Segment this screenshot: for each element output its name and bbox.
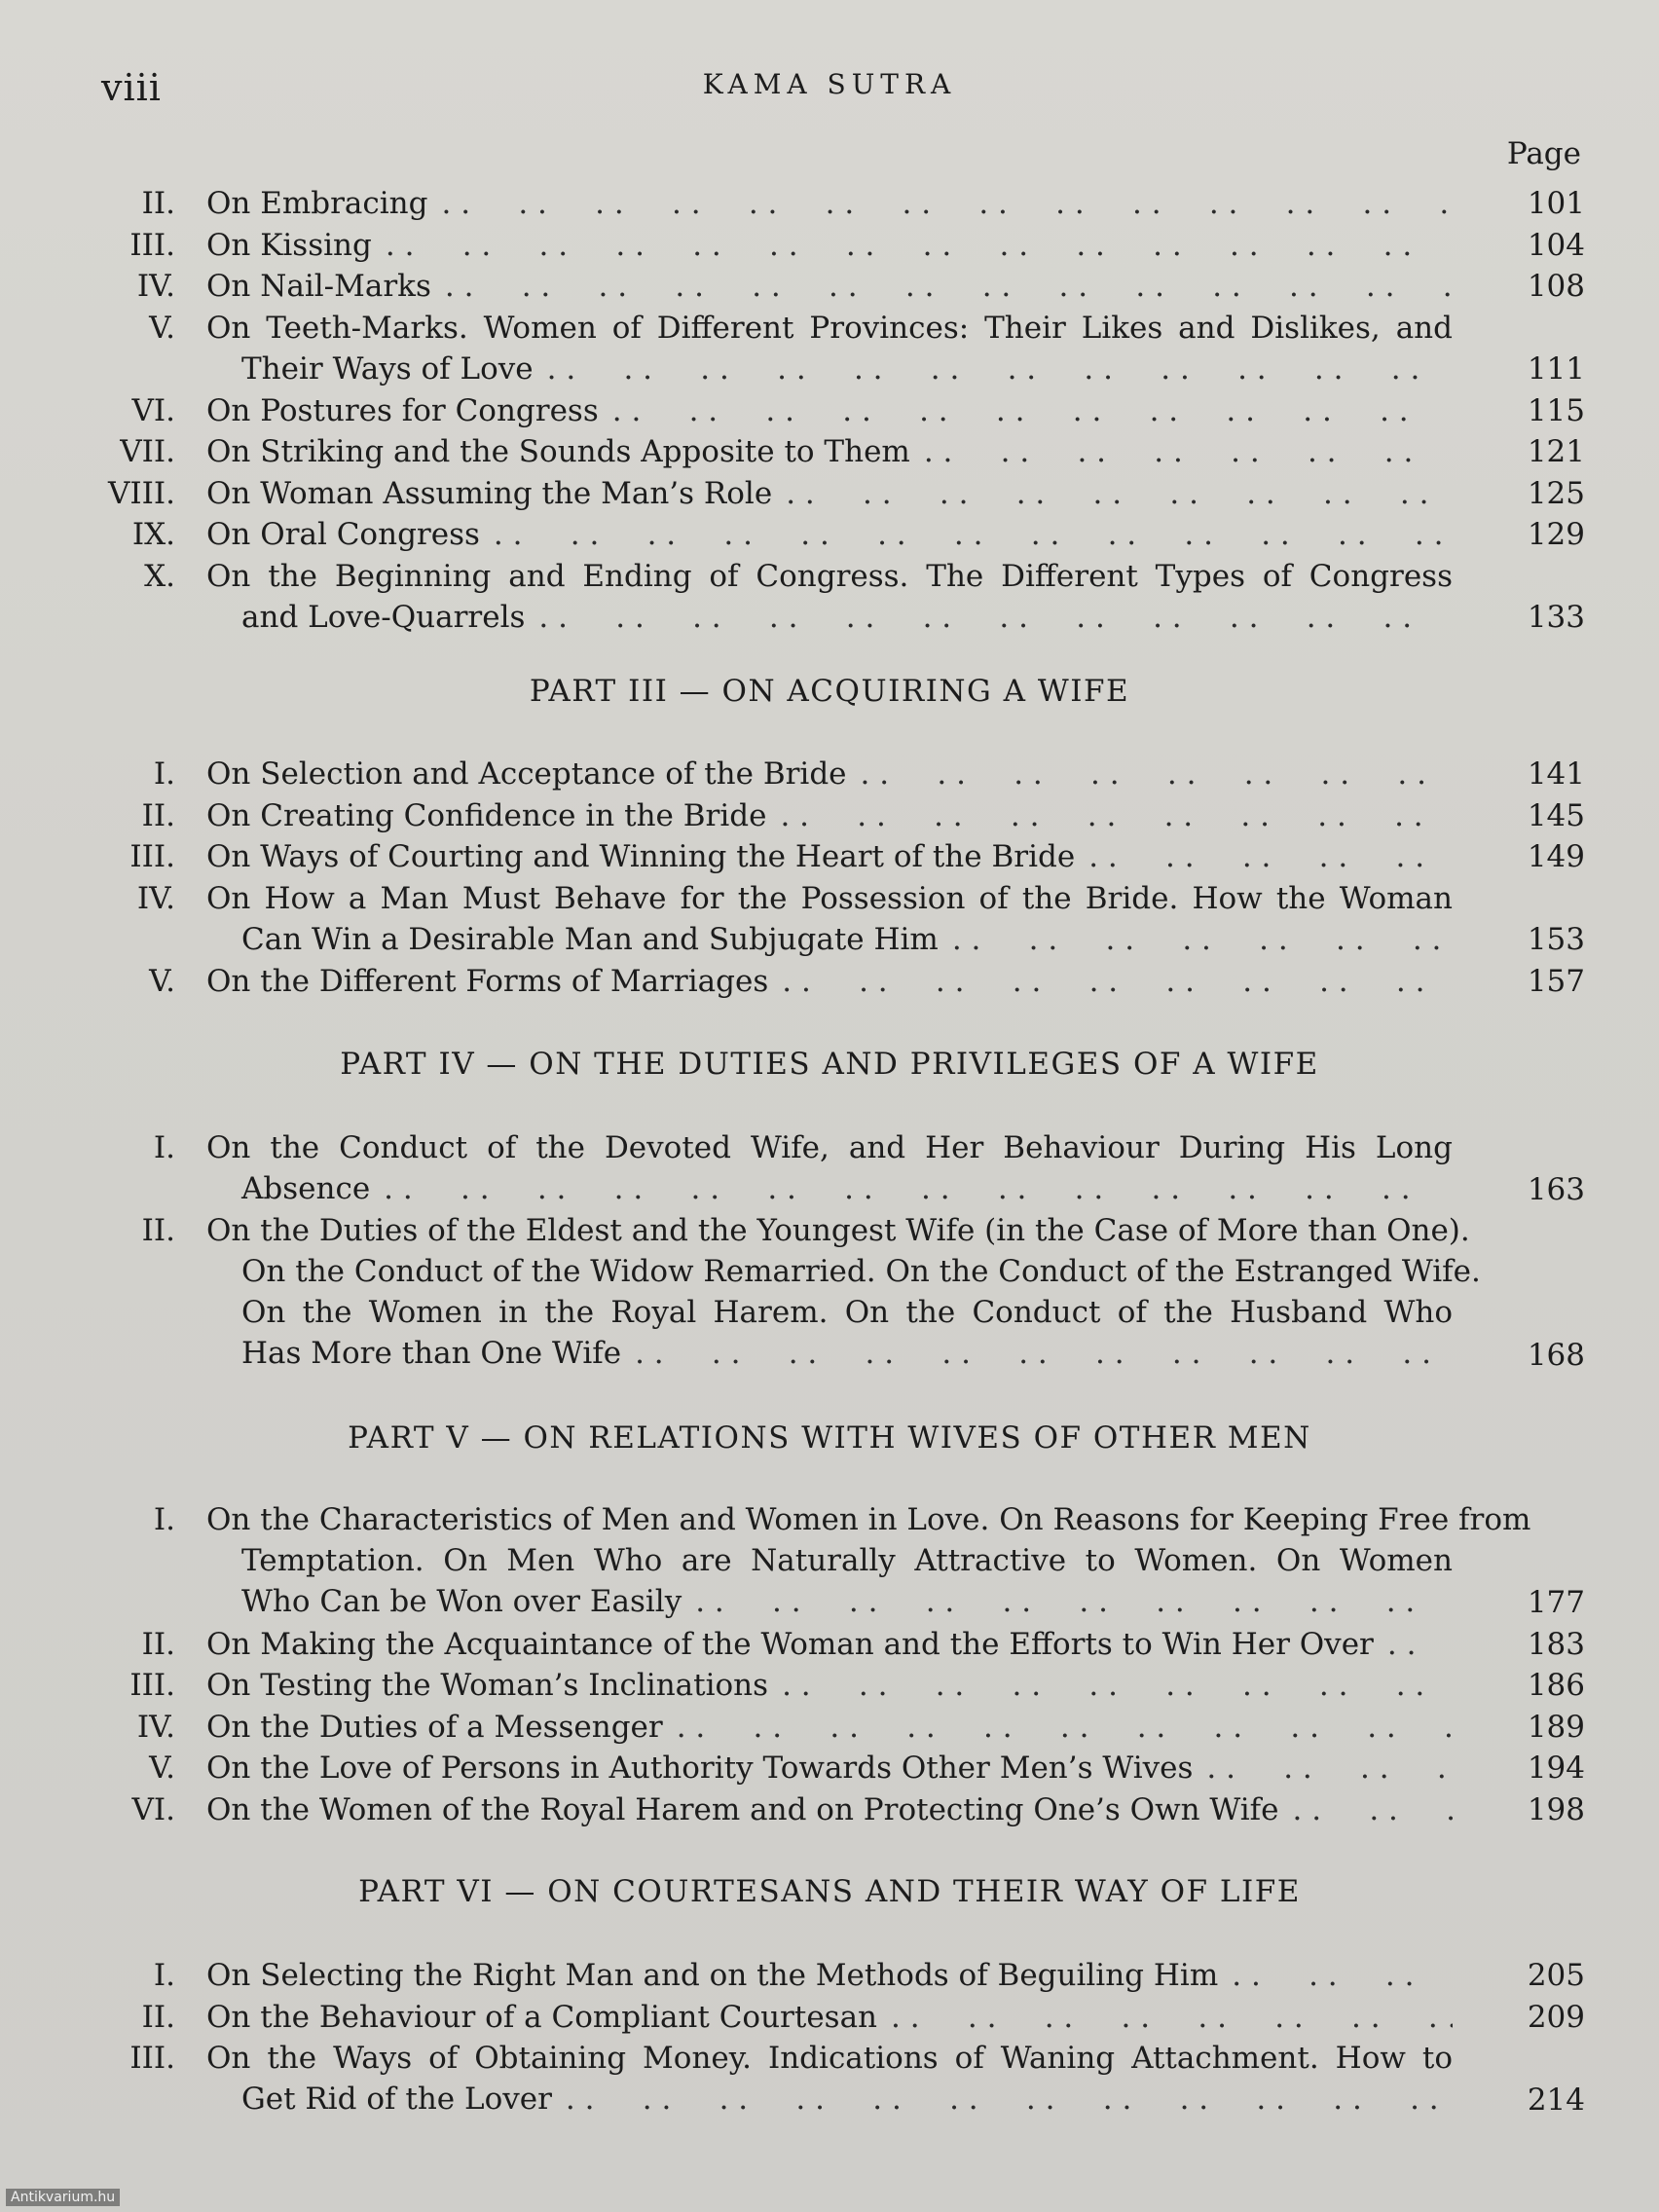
chapter-title-line: [206, 1997, 1453, 2038]
chapter-numeral: III.: [129, 839, 175, 874]
chapter-title-line: [206, 1748, 1453, 1788]
chapter-title-text: Who Can be Won over Easily: [241, 1584, 682, 1619]
part-heading: PART VI — ON COURTESANS AND THEIR WAY OF LIFE: [358, 1874, 1301, 1909]
part-heading: PART V — ON RELATIONS WITH WIVES OF OTHER MEN: [348, 1420, 1311, 1456]
chapter-title: [206, 431, 1453, 472]
chapter-title: [206, 1210, 1481, 1374]
chapter-title-text: On Teeth-Marks. Women of Different Provinces: Their Likes and Dislikes, and: [206, 310, 1453, 346]
dot-leader: [566, 2079, 1453, 2120]
chapter-numeral: VIII.: [108, 475, 175, 511]
chapter-title-line: [206, 1333, 1453, 1374]
chapter-title: [206, 556, 1453, 638]
page-reference: 141: [1527, 756, 1585, 792]
chapter-title: [206, 308, 1453, 389]
chapter-title: [206, 1707, 1453, 1748]
chapter-numeral: III.: [129, 2041, 175, 2076]
chapter-title: [206, 754, 1453, 794]
page-reference: 108: [1527, 269, 1585, 304]
chapter-title-text: On the Different Forms of Marriages: [206, 963, 769, 999]
chapter-title: [206, 1127, 1453, 1209]
chapter-title-text: On Oral Congress: [206, 517, 480, 552]
chapter-title-text: On the Beginning and Ending of Congress. The Different Types of Congress: [206, 558, 1453, 594]
dot-leader: [1387, 1624, 1453, 1665]
chapter-title: [206, 836, 1453, 877]
chapter-title-line: [206, 1707, 1453, 1748]
dot-leader: [1206, 1748, 1453, 1788]
dot-leader: [635, 1333, 1453, 1374]
chapter-title-line: [206, 1624, 1453, 1665]
chapter-title-line: [206, 349, 1453, 389]
chapter-title-text: On the Duties of a Messenger: [206, 1709, 663, 1745]
chapter-numeral: V.: [149, 1751, 175, 1786]
page-reference: 115: [1527, 392, 1585, 428]
page-reference: 163: [1527, 1171, 1585, 1207]
chapter-numeral: I.: [153, 1958, 175, 1993]
chapter-title-text: Can Win a Desirable Man and Subjugate Him: [241, 921, 939, 957]
page-column-label: Page: [1506, 136, 1581, 171]
chapter-title-text: On the Women in the Royal Harem. On the Conduct of the Husband Who: [241, 1295, 1453, 1330]
page-reference: 111: [1527, 351, 1585, 387]
chapter-title-line: [206, 556, 1453, 597]
dot-leader: [494, 514, 1453, 555]
chapter-title-text: On Making the Acquaintance of the Woman and the Efforts to Win Her Over: [206, 1626, 1374, 1662]
dot-leader: [786, 473, 1453, 514]
dot-leader: [547, 349, 1453, 389]
chapter-title: [206, 225, 1453, 266]
chapter-title: [206, 1624, 1453, 1665]
page-number: viii: [101, 66, 162, 109]
dot-leader: [384, 1168, 1453, 1209]
chapter-title: [206, 961, 1453, 1002]
chapter-numeral: VII.: [120, 434, 175, 469]
page-reference: 104: [1527, 227, 1585, 263]
chapter-title-text: On Selecting the Right Man and on the Methods of Beguiling Him: [206, 1958, 1219, 1993]
chapter-title-line: [206, 1581, 1453, 1622]
chapter-title-line: [206, 1251, 1481, 1292]
chapter-title-line: [206, 1789, 1453, 1830]
chapter-title: [206, 473, 1453, 514]
watermark: Antikvarium.hu: [6, 2189, 120, 2206]
chapter-title-text: On Creating Confidence in the Bride: [206, 797, 767, 833]
chapter-numeral: X.: [144, 558, 175, 594]
chapter-numeral: VI.: [131, 1791, 175, 1827]
dot-leader: [780, 795, 1453, 836]
chapter-title-text: Has More than One Wife: [241, 1336, 622, 1371]
chapter-title-text: On Selection and Acceptance of the Bride: [206, 756, 847, 792]
chapter-title-line: [206, 514, 1453, 555]
chapter-title: [206, 1748, 1453, 1788]
chapter-numeral: I.: [153, 1130, 175, 1165]
chapter-title: [206, 266, 1453, 307]
chapter-title-text: Get Rid of the Lover: [241, 2082, 552, 2117]
chapter-numeral: IV.: [136, 880, 175, 916]
page-reference: 209: [1527, 1999, 1585, 2035]
chapter-title-text: Their Ways of Love: [241, 350, 534, 387]
chapter-title: [206, 1665, 1453, 1706]
chapter-numeral: IX.: [131, 517, 175, 552]
chapter-title-text: On Ways of Courting and Winning the Heart of the Bride: [206, 839, 1076, 874]
chapter-title-line: [206, 919, 1453, 960]
chapter-numeral: II.: [141, 1213, 175, 1248]
page-reference: 186: [1527, 1668, 1585, 1703]
dot-leader: [695, 1581, 1453, 1622]
page-reference: 121: [1527, 434, 1585, 469]
chapter-title-line: [206, 2079, 1453, 2120]
chapter-numeral: I.: [153, 1502, 175, 1537]
dot-leader: [782, 1665, 1453, 1706]
page-reference: 189: [1527, 1709, 1585, 1745]
chapter-title-text: On the Love of Persons in Authority Towards Other Men’s Wives: [206, 1751, 1194, 1786]
chapter-title-text: and Love-Quarrels: [241, 599, 526, 635]
page-reference: 133: [1527, 600, 1585, 635]
chapter-title-text: Temptation. On Men Who are Naturally Attractive to Women. On Women: [241, 1543, 1453, 1578]
chapter-title: [206, 1789, 1453, 1830]
chapter-title-text: On Kissing: [206, 227, 372, 263]
chapter-title-text: On Woman Assuming the Man’s Role: [206, 475, 773, 511]
chapter-title-line: [206, 431, 1453, 472]
chapter-title-line: [206, 1540, 1453, 1581]
chapter-title-text: On the Conduct of the Widow Remarried. On the Conduct of the Estranged Wife.: [241, 1254, 1481, 1289]
page-reference: 125: [1527, 475, 1585, 511]
chapter-title: [206, 795, 1453, 836]
chapter-numeral: V.: [149, 963, 175, 999]
chapter-title-line: [206, 473, 1453, 514]
chapter-title-line: [206, 795, 1453, 836]
chapter-title: [206, 878, 1453, 960]
dot-leader: [445, 266, 1453, 307]
chapter-numeral: IV.: [136, 269, 175, 304]
chapter-title-text: On the Behaviour of a Compliant Courtesan: [206, 1999, 878, 2035]
chapter-title-line: [206, 1292, 1453, 1333]
page-reference: 183: [1527, 1626, 1585, 1662]
chapter-numeral: III.: [129, 227, 175, 263]
dot-leader: [924, 431, 1453, 472]
chapter-numeral: II.: [141, 1626, 175, 1662]
chapter-title-text: On Postures for Congress: [206, 392, 599, 428]
chapter-numeral: II.: [141, 797, 175, 833]
part-heading: PART IV — ON THE DUTIES AND PRIVILEGES OF A WIFE: [340, 1047, 1319, 1082]
page-reference: 129: [1527, 517, 1585, 552]
chapter-title-line: [206, 1955, 1453, 1996]
chapter-numeral: VI.: [131, 392, 175, 428]
chapter-title-line: [206, 1499, 1531, 1540]
chapter-title-line: [206, 266, 1453, 307]
dot-leader: [782, 961, 1453, 1002]
chapter-title-text: On the Characteristics of Men and Women in Love. On Reasons for Keeping Free from: [206, 1502, 1531, 1537]
chapter-numeral: II.: [141, 186, 175, 221]
chapter-title-text: On the Conduct of the Devoted Wife, and Her Behaviour During His Long: [206, 1130, 1453, 1165]
chapter-numeral: I.: [153, 756, 175, 792]
chapter-title-line: [206, 878, 1453, 919]
dot-leader: [891, 1997, 1453, 2038]
chapter-title-line: [206, 1127, 1453, 1168]
chapter-title-text: On Striking and the Sounds Apposite to Them: [206, 434, 910, 469]
chapter-numeral: III.: [129, 1668, 175, 1703]
page-reference: 157: [1527, 963, 1585, 999]
chapter-title-line: [206, 961, 1453, 1002]
dot-leader: [538, 597, 1453, 638]
chapter-numeral: IV.: [136, 1709, 175, 1745]
dot-leader: [1088, 836, 1453, 877]
chapter-numeral: II.: [141, 1999, 175, 2035]
chapter-title: [206, 2038, 1453, 2120]
page-header: [0, 60, 1659, 119]
chapter-title-text: On the Ways of Obtaining Money. Indications of Waning Attachment. How to: [206, 2041, 1453, 2076]
dot-leader: [442, 183, 1454, 224]
chapter-title-text: Absence: [241, 1171, 371, 1206]
page-reference: 194: [1527, 1751, 1585, 1786]
chapter-title-line: [206, 390, 1453, 431]
page-reference: 153: [1527, 922, 1585, 957]
chapter-title-text: On Nail-Marks: [206, 269, 431, 304]
chapter-title-text: On the Duties of the Eldest and the Youngest Wife (in the Case of More than One).: [206, 1213, 1470, 1248]
chapter-title: [206, 1997, 1453, 2038]
dot-leader: [386, 225, 1453, 266]
chapter-title-text: On Embracing: [206, 186, 428, 221]
dot-leader: [861, 754, 1453, 794]
page-reference: 205: [1527, 1958, 1585, 1993]
part-heading: PART III — ON ACQUIRING A WIFE: [529, 674, 1130, 709]
chapter-title-text: On How a Man Must Behave for the Possession of the Bride. How the Woman: [206, 880, 1453, 916]
page-reference: 177: [1527, 1585, 1585, 1620]
dot-leader: [1232, 1955, 1453, 1996]
dot-leader: [952, 919, 1453, 960]
chapter-title-line: [206, 1665, 1453, 1706]
chapter-title: [206, 514, 1453, 555]
page-reference: 168: [1527, 1337, 1585, 1373]
dot-leader: [612, 390, 1453, 431]
chapter-title-line: [206, 225, 1453, 266]
chapter-title-line: [206, 836, 1453, 877]
page-reference: 214: [1527, 2082, 1585, 2118]
chapter-title: [206, 1955, 1453, 1996]
chapter-title-line: [206, 1210, 1470, 1251]
page-reference: 101: [1527, 186, 1585, 221]
chapter-title-line: [206, 1168, 1453, 1209]
chapter-title-line: [206, 183, 1453, 224]
chapter-title-line: [206, 597, 1453, 638]
dot-leader: [1292, 1789, 1453, 1830]
page-reference: 145: [1527, 797, 1585, 833]
chapter-title-line: [206, 308, 1453, 349]
dot-leader: [677, 1707, 1453, 1748]
chapter-numeral: V.: [149, 310, 175, 346]
chapter-title: [206, 1499, 1531, 1622]
chapter-title-line: [206, 754, 1453, 794]
chapter-title-line: [206, 2038, 1453, 2079]
chapter-title-text: On Testing the Woman’s Inclinations: [206, 1668, 769, 1703]
page-reference: 198: [1527, 1791, 1585, 1827]
chapter-title: [206, 390, 1453, 431]
page-reference: 149: [1527, 839, 1585, 874]
chapter-title: [206, 183, 1453, 224]
running-title: KAMA SUTRA: [702, 68, 957, 100]
chapter-title-text: On the Women of the Royal Harem and on Protecting One’s Own Wife: [206, 1791, 1279, 1827]
